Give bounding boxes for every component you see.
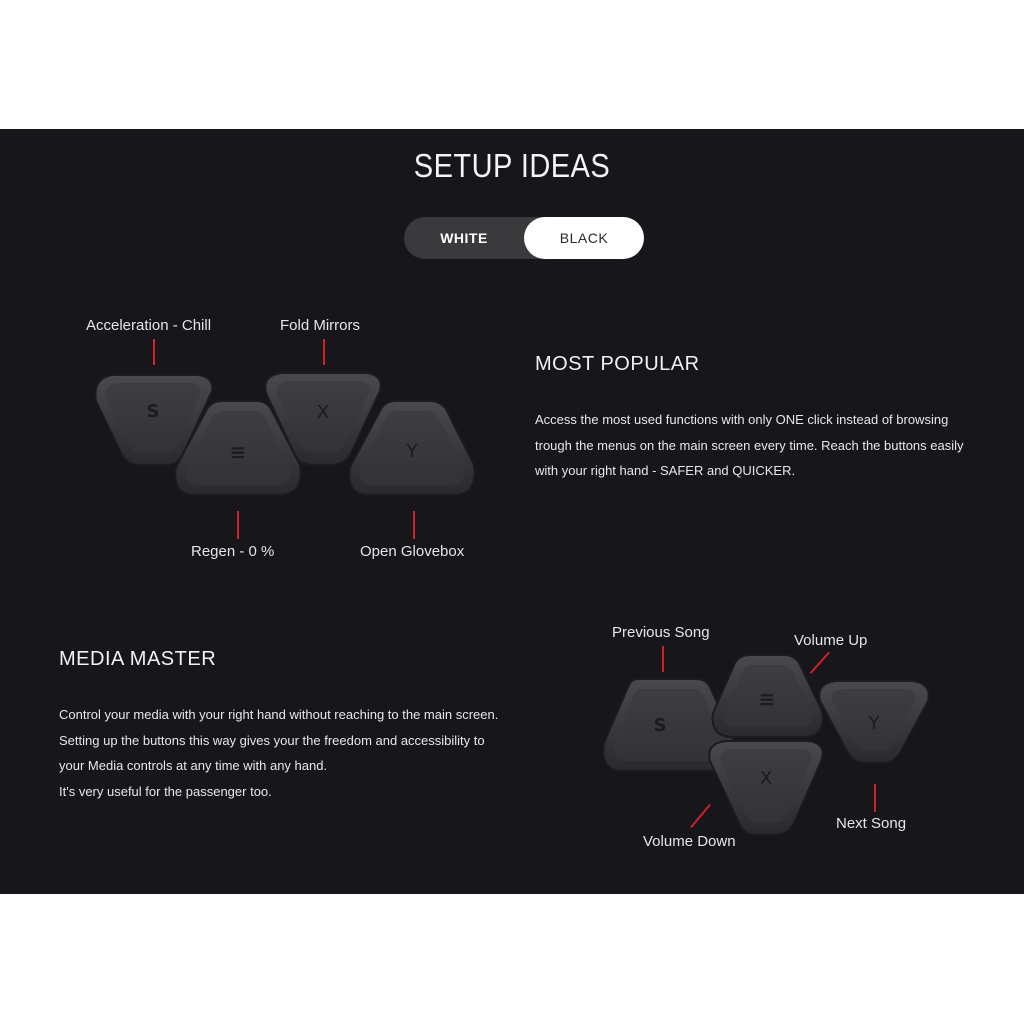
setup-ideas-section (0, 129, 1024, 894)
media-y-button (819, 681, 928, 763)
pointer-previous-song (662, 646, 664, 672)
label-fold-mirrors: Fold Mirrors (280, 317, 361, 334)
popular-y-glyph: Y (406, 441, 418, 462)
label-previous-song: Previous Song (612, 624, 710, 641)
media-master-line-1: Control your media with your right hand without reaching to the main screen. (59, 707, 499, 722)
pointer-acceleration (153, 339, 155, 365)
section-title: SETUP IDEAS (413, 147, 611, 184)
pointer-glovebox (413, 511, 415, 539)
popular-x-glyph: X (316, 402, 330, 423)
most-popular-line-2: trough the menus on the main screen every time. Reach the buttons easily (535, 437, 964, 453)
most-popular-heading: MOST POPULAR (535, 353, 700, 375)
pointer-next-song (874, 784, 876, 812)
most-popular-line-1: Access the most used functions with only ONE click instead of browsing (535, 412, 949, 427)
pointer-regen (237, 511, 239, 539)
toggle-white-option[interactable]: WHITE (440, 230, 488, 246)
media-master-heading: MEDIA MASTER (59, 648, 217, 670)
media-master-line-4: It's very useful for the passenger too. (59, 783, 272, 799)
media-menu-glyph: ≡ (758, 687, 776, 711)
media-menu-button (713, 655, 823, 737)
toggle-black-option[interactable]: BLACK (524, 217, 644, 259)
media-master-line-3: your Media controls at any time with any hand. (59, 758, 328, 773)
media-master-line-2: Setting up the buttons this way gives your the freedom and accessibility to (59, 732, 485, 748)
label-volume-down: Volume Down (643, 833, 736, 850)
media-s-glyph: S (653, 715, 667, 736)
media-master-description (59, 702, 498, 804)
media-x-glyph: X (759, 768, 773, 789)
popular-s-glyph: S (146, 401, 160, 422)
media-y-glyph: Y (868, 713, 880, 734)
label-volume-up: Volume Up (794, 632, 868, 649)
label-next-song: Next Song (836, 815, 907, 832)
label-open-glovebox: Open Glovebox (360, 543, 465, 560)
popular-menu-glyph: ≡ (229, 440, 247, 464)
pointer-fold-mirrors (323, 339, 325, 365)
label-regen: Regen - 0 % (191, 543, 275, 560)
most-popular-line-3: with your right hand - SAFER and QUICKER. (535, 463, 796, 478)
most-popular-description (535, 407, 964, 484)
label-acceleration-chill: Acceleration - Chill (86, 317, 212, 334)
media-x-button (709, 741, 822, 835)
